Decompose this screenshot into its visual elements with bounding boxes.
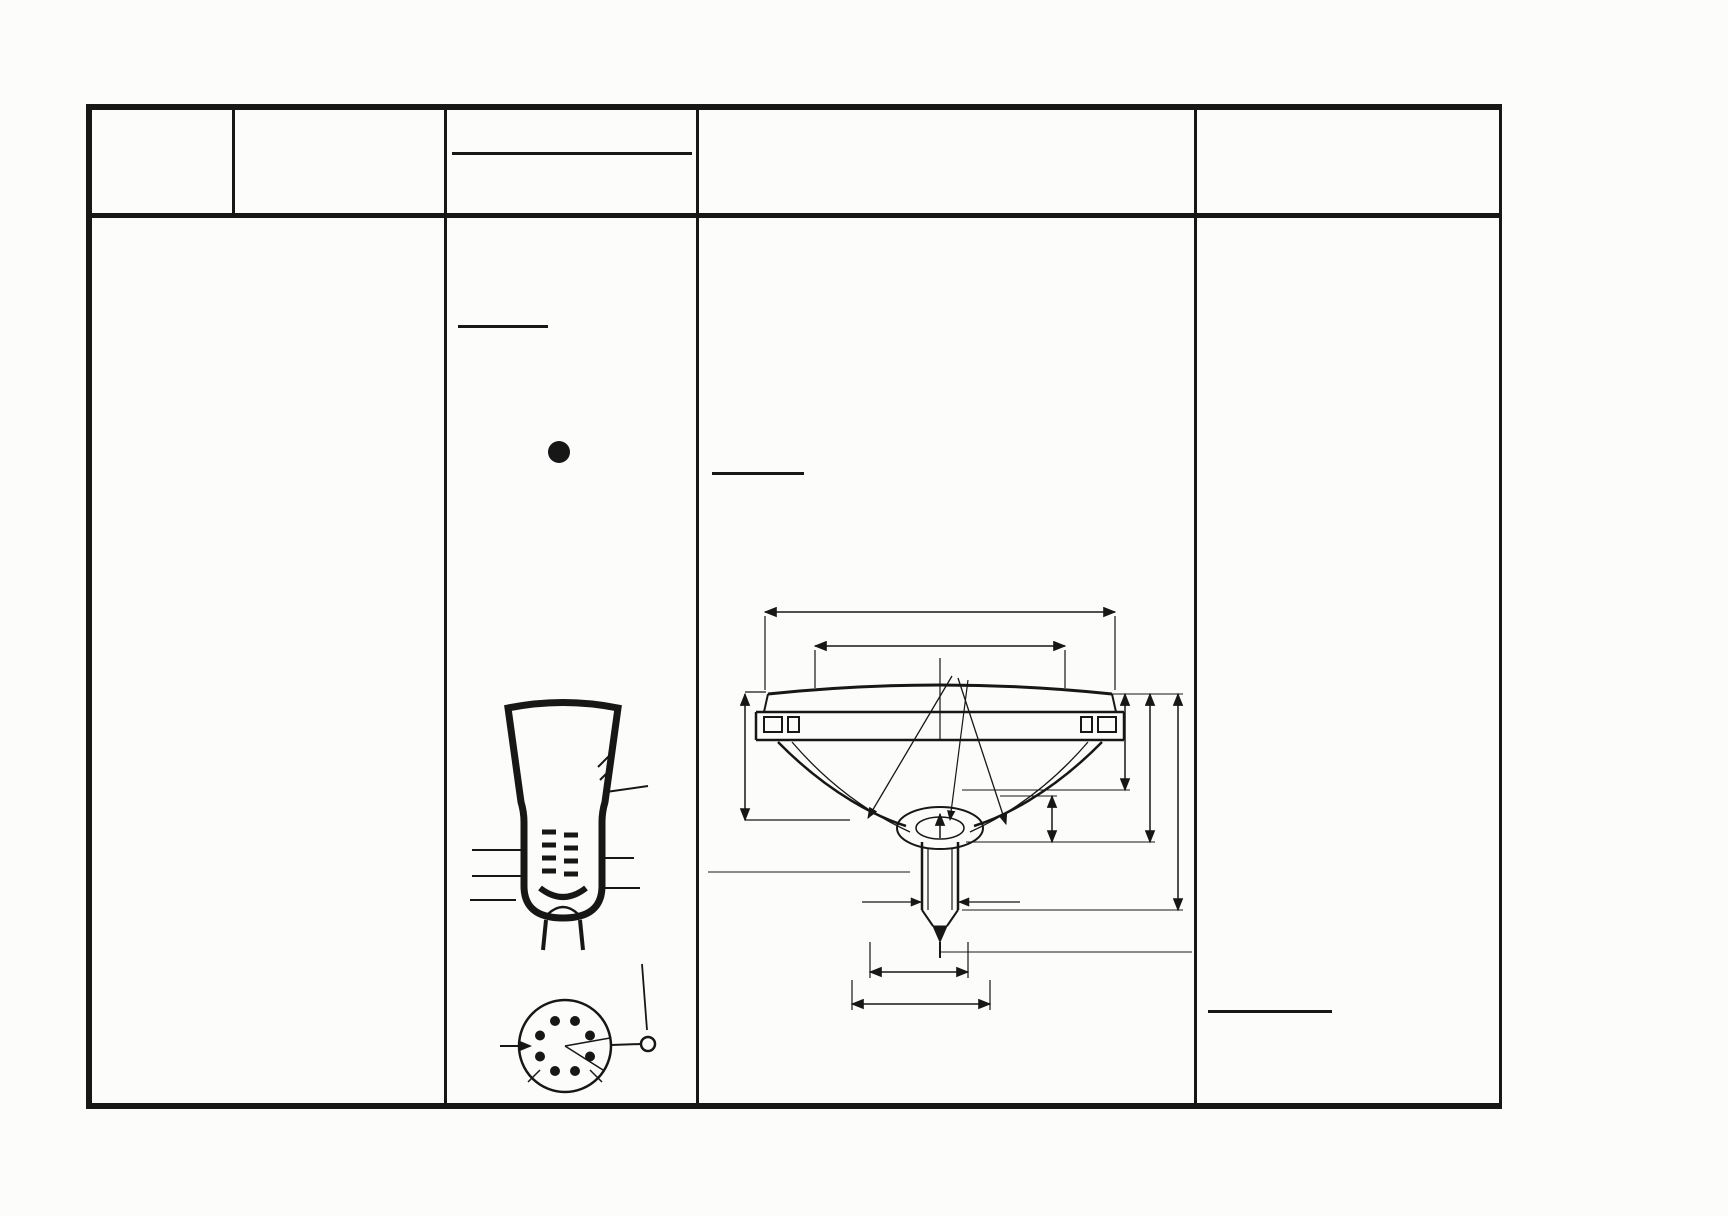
table-border-right [1499, 104, 1502, 1109]
divider-type-base [232, 104, 235, 214]
table-border-top [86, 104, 1502, 110]
table-border-left [86, 104, 92, 1109]
operational-footnote-divider [712, 472, 804, 475]
header-border-bottom [86, 213, 1502, 218]
base-pinout-drawing [470, 958, 700, 1104]
dim-neck-diameter [978, 888, 983, 911]
dimension-drawing [700, 580, 1196, 1026]
tube-outline-drawing [458, 692, 698, 954]
divider-base-heating [444, 104, 447, 1105]
table-border-bottom [86, 1103, 1502, 1109]
heating-series-divider [458, 325, 548, 328]
indirect-heating-dot [548, 441, 570, 463]
heating-capacitances-divider [452, 152, 692, 155]
divider-heating-operational [696, 104, 699, 1105]
max-ratings-footnote-divider [1208, 1010, 1332, 1013]
